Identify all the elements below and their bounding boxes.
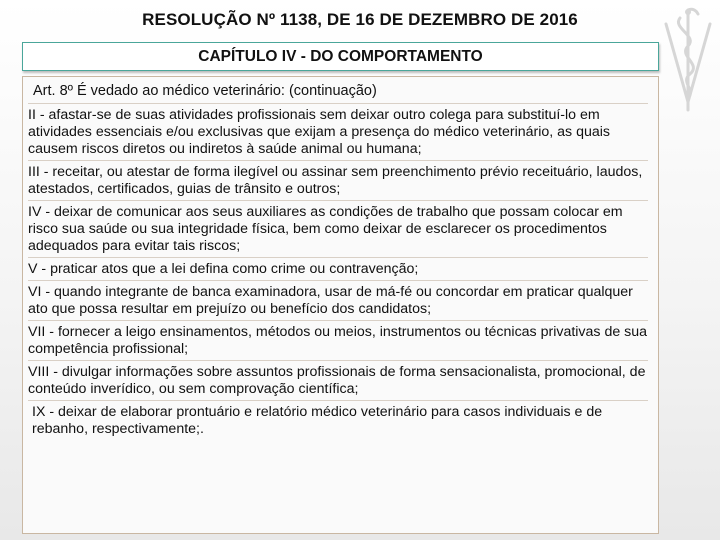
- article-item-vi: VI - quando integrante de banca examinadora, usar de má-fé ou concordar em praticar qualquer ato que possa resultar em prejuízo ou benefício dos candidatos;: [28, 280, 648, 320]
- article-item-viii: VIII - divulgar informações sobre assuntos profissionais de forma sensacionalista, promocional, de conteúdo inverídico, ou sem comprovação científica;: [28, 360, 648, 400]
- chapter-heading-box: [22, 42, 659, 71]
- article-item-vii: VII - fornecer a leigo ensinamentos, métodos ou meios, instrumentos ou técnicas privativas de sua competência profissional;: [28, 320, 648, 360]
- article-item-iv: IV - deixar de comunicar aos seus auxiliares as condições de trabalho que possam colocar em risco sua saúde ou sua integridade física, bem como deixar de esclarecer os procedimentos adequados para evitar tais riscos;: [28, 200, 648, 257]
- article-heading: Art. 8º É vedado ao médico veterinário: (continuação): [33, 83, 377, 99]
- article-item-ii: II - afastar-se de suas atividades profissionais sem deixar outro colega para substituí-lo em atividades essenciais e/ou exclusivas que exijam a presença do médico veterinário, as quais causem riscos diretos ou indiretos à saúde animal ou humana;: [28, 103, 648, 160]
- veterinary-caduceus-logo-icon: [662, 6, 714, 116]
- chapter-heading: CAPÍTULO IV - DO COMPORTAMENTO: [198, 47, 483, 65]
- article-content-box: [22, 76, 659, 534]
- document-title: RESOLUÇÃO Nº 1138, DE 16 DE DEZEMBRO DE 2016: [142, 10, 578, 29]
- article-item-iii: III - receitar, ou atestar de forma ilegível ou assinar sem preenchimento prévio receituário, laudos, atestados, certificados, guias de trânsito e outros;: [28, 160, 648, 200]
- article-item-ix: IX - deixar de elaborar prontuário e relatório médico veterinário para casos individuais e de rebanho, respectivamente;.: [28, 400, 648, 440]
- article-item-v: V - praticar atos que a lei defina como crime ou contravenção;: [28, 257, 648, 280]
